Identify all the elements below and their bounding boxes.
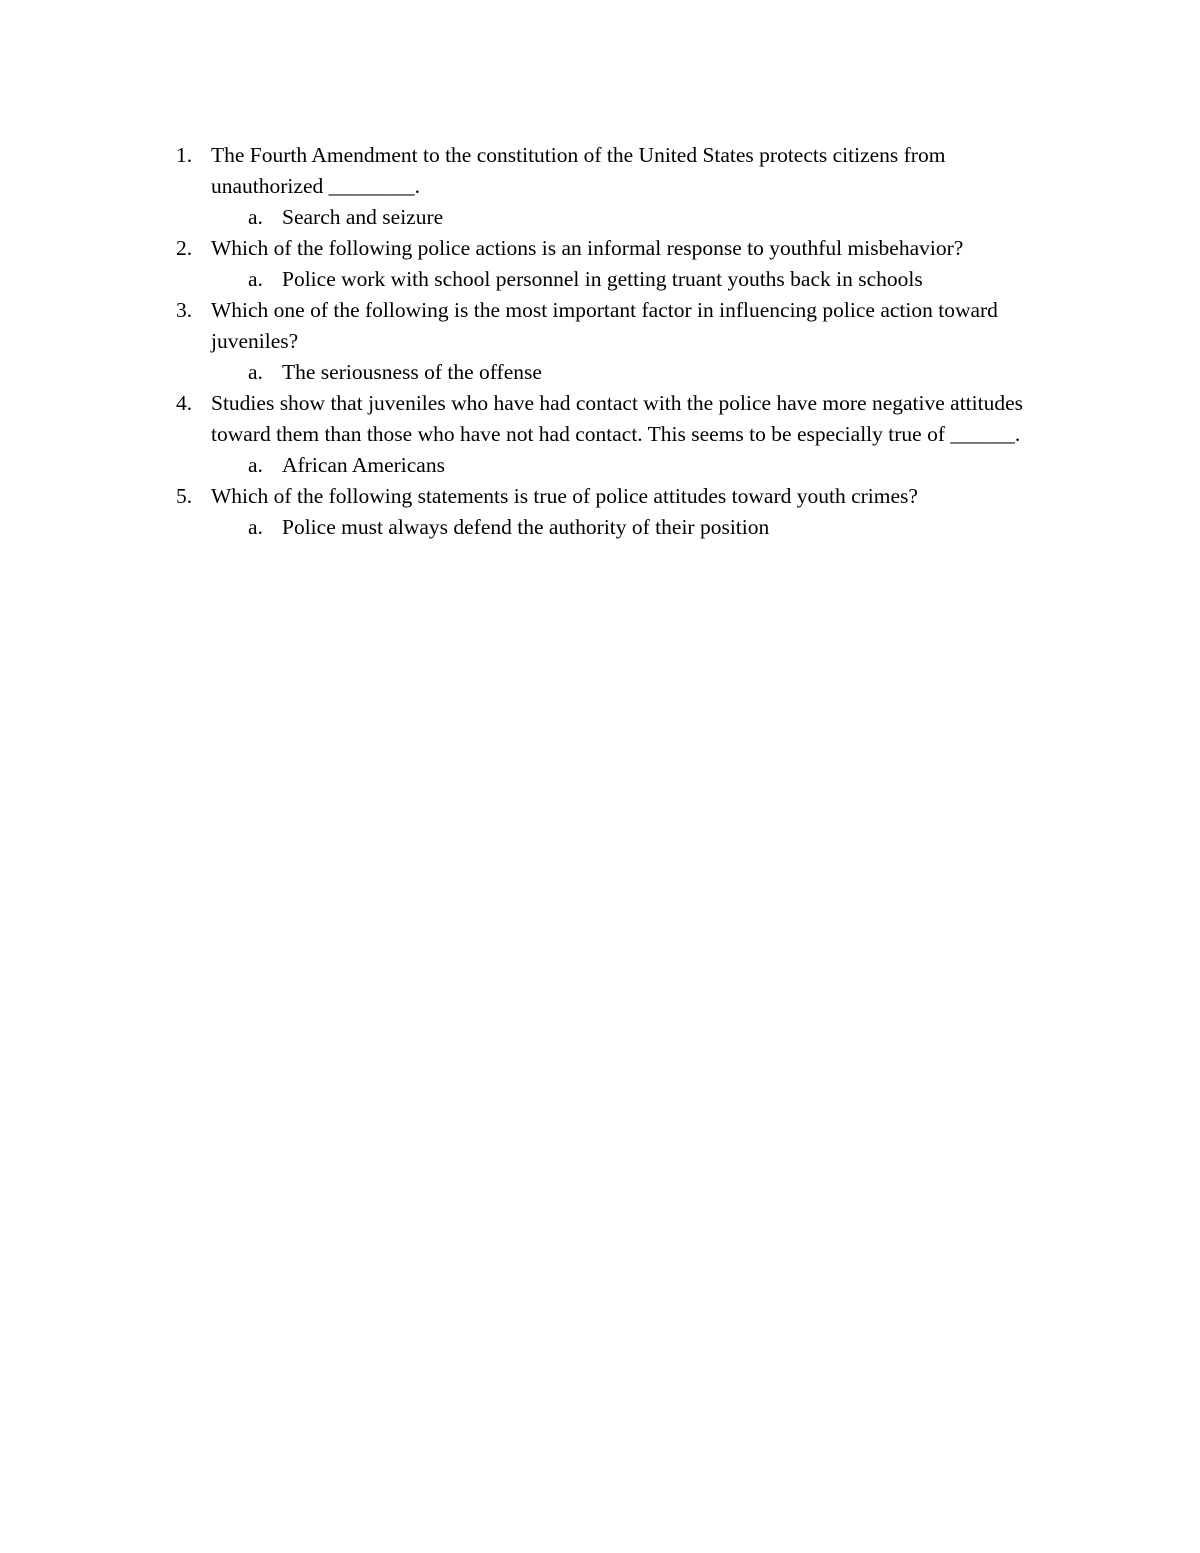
answer-item — [173, 450, 1053, 481]
answer-text: Police must always defend the authority of their position — [282, 515, 770, 539]
answer-letter: a. — [248, 267, 263, 291]
question-text: Which of the following statements is true of police attitudes toward youth crimes? — [211, 484, 918, 508]
question-list — [173, 140, 1053, 543]
answer-item — [173, 202, 1053, 233]
question-text: Which one of the following is the most important factor in influencing police action toward juveniles? — [211, 298, 998, 353]
answer-item — [173, 512, 1053, 543]
answer-letter: a. — [248, 360, 263, 384]
answer-text: The seriousness of the offense — [282, 360, 542, 384]
question-number: 1. — [176, 143, 193, 167]
question-item — [173, 295, 1053, 357]
question-number: 5. — [176, 484, 193, 508]
answer-item — [173, 357, 1053, 388]
answer-letter: a. — [248, 205, 263, 229]
answer-text: African Americans — [282, 453, 445, 477]
question-text: The Fourth Amendment to the constitution of the United States protects citizens from unauthorized ________. — [211, 143, 946, 198]
question-number: 3. — [176, 298, 193, 322]
question-item — [173, 481, 1053, 512]
question-item — [173, 388, 1053, 450]
question-text: Which of the following police actions is an informal response to youthful misbehavior? — [211, 236, 964, 260]
question-number: 4. — [176, 391, 193, 415]
question-item — [173, 233, 1053, 264]
answer-letter: a. — [248, 453, 263, 477]
answer-text: Search and seizure — [282, 205, 444, 229]
answer-letter: a. — [248, 515, 263, 539]
question-item — [173, 140, 1053, 202]
question-text: Studies show that juveniles who have had contact with the police have more negative attitudes toward them than those who have not had contact. This seems to be especially true of ______. — [211, 391, 1024, 446]
answer-item — [173, 264, 1053, 295]
answer-text: Police work with school personnel in getting truant youths back in schools — [282, 267, 923, 291]
question-number: 2. — [176, 236, 193, 260]
